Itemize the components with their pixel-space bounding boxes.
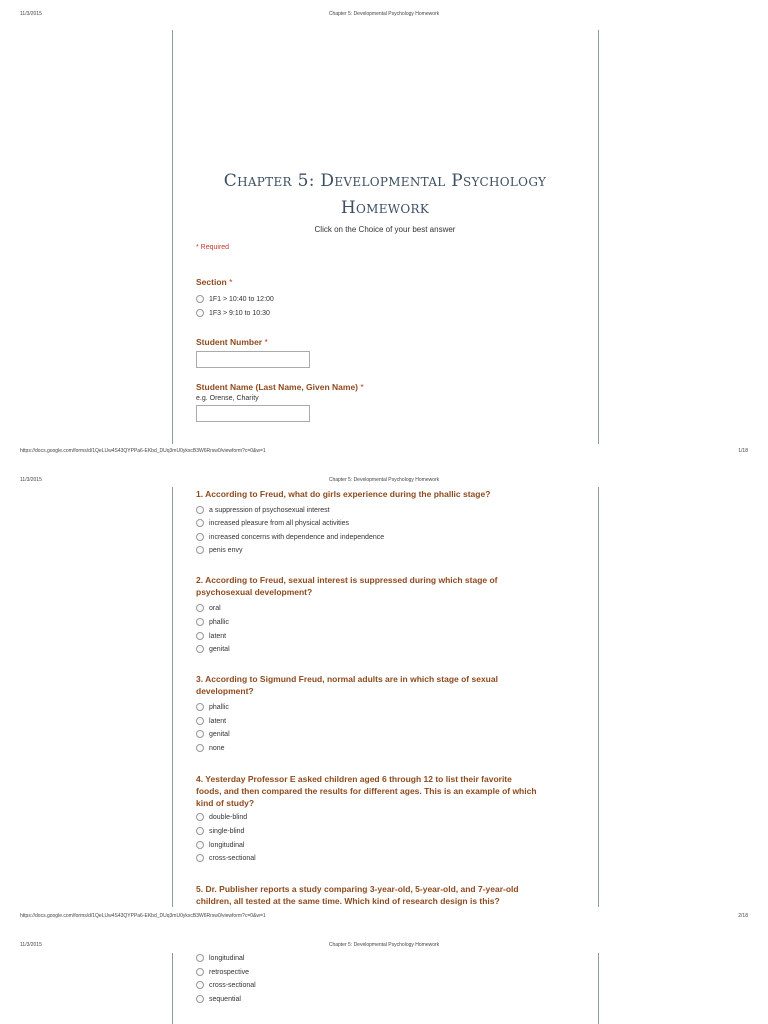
print-footer	[0, 448, 768, 458]
question-1-option[interactable]	[196, 504, 330, 516]
question-3-label	[196, 673, 586, 697]
option-label: 1F3 > 9:10 to 10:30	[209, 309, 270, 317]
radio-button[interactable]	[196, 632, 204, 640]
radio-button[interactable]	[196, 533, 204, 541]
question-2-option[interactable]	[196, 643, 230, 655]
option-label: phallic	[209, 703, 229, 711]
question-5-option[interactable]	[196, 979, 256, 991]
question-label-line: children, all tested at the same time. Which kind of research design is this?	[196, 896, 500, 906]
print-doc-title: Chapter 5: Developmental Psychology Homework	[328, 11, 440, 17]
radio-button[interactable]	[196, 618, 204, 626]
form-border-right	[598, 953, 599, 1024]
question-4-option[interactable]	[196, 811, 247, 823]
option-label: penis envy	[209, 546, 243, 554]
question-1-option[interactable]	[196, 517, 349, 529]
form-border-right	[598, 30, 599, 444]
form-border-left	[172, 487, 173, 907]
section-label	[196, 276, 586, 288]
print-footer	[0, 913, 768, 923]
radio-button[interactable]	[196, 645, 204, 653]
question-3-option[interactable]	[196, 742, 225, 754]
student-number-input[interactable]	[196, 351, 310, 368]
radio-button[interactable]	[196, 968, 204, 976]
form-title	[172, 168, 598, 222]
radio-button[interactable]	[196, 744, 204, 752]
question-label-line: development?	[196, 686, 254, 696]
form-title-line-1: Chapter 5: Developmental Psychology	[223, 171, 547, 191]
student-name-hint: e.g. Orense, Charity	[196, 395, 259, 402]
option-label: latent	[209, 717, 227, 725]
radio-button[interactable]	[196, 703, 204, 711]
print-date: 11/3/2015	[20, 942, 42, 948]
section-option-1f1[interactable]	[196, 293, 274, 305]
radio-button[interactable]	[196, 827, 204, 835]
print-doc-title: Chapter 5: Developmental Psychology Homework	[328, 942, 440, 948]
student-name-label	[196, 381, 586, 393]
print-doc-title: Chapter 5: Developmental Psychology Homework	[328, 477, 440, 483]
question-2-option[interactable]	[196, 616, 229, 628]
question-2-option[interactable]	[196, 602, 221, 614]
option-label: increased concerns with dependence and independence	[209, 533, 385, 541]
question-1-option[interactable]	[196, 544, 242, 556]
option-label: genital	[209, 645, 230, 653]
form-title-line-2: Homework	[340, 198, 430, 218]
question-3-option[interactable]	[196, 728, 230, 740]
question-2-label	[196, 574, 586, 598]
option-label: sequential	[209, 995, 241, 1003]
option-label: cross-sectional	[209, 854, 256, 862]
question-4-label	[196, 773, 586, 809]
question-5-option[interactable]	[196, 993, 241, 1005]
print-date: 11/3/2015	[20, 477, 42, 483]
student-name-label-text: Student Name (Last Name, Given Name)	[196, 382, 359, 392]
option-label: none	[209, 744, 225, 752]
required-star: *	[360, 382, 364, 392]
radio-button[interactable]	[196, 506, 204, 514]
radio-button[interactable]	[196, 981, 204, 989]
radio-button[interactable]	[196, 604, 204, 612]
print-header	[0, 11, 768, 23]
print-url: https://docs.google.com/forms/d/1QeLUw4S43QYPPa6-EKbd_DUq3mU0ykxcB3W6Rrsw0/viewform?c=0&w=1	[20, 448, 266, 454]
option-label: retrospective	[209, 968, 250, 976]
option-label: 1F1 > 10:40 to 12:00	[209, 295, 274, 303]
option-label: phallic	[209, 618, 229, 626]
question-5-option[interactable]	[196, 966, 249, 978]
form-border-left	[172, 30, 173, 444]
form-border-right	[598, 487, 599, 907]
question-label-line: foods, and then compared the results for different ages. This is an example of which	[196, 786, 537, 796]
question-4-option[interactable]	[196, 852, 256, 864]
radio-button[interactable]	[196, 730, 204, 738]
section-option-1f3[interactable]	[196, 307, 270, 319]
student-number-label	[196, 336, 586, 348]
radio-button[interactable]	[196, 813, 204, 821]
option-label: cross-sectional	[209, 981, 256, 989]
question-4-option[interactable]	[196, 825, 244, 837]
question-label-line: 5. Dr. Publisher reports a study comparing 3-year-old, 5-year-old, and 7-year-old	[196, 884, 519, 894]
radio-button[interactable]	[196, 519, 204, 527]
page-number: 2/18	[738, 913, 748, 919]
option-label: single-blind	[209, 827, 245, 835]
option-label: longitudinal	[209, 841, 245, 849]
option-label: a suppression of psychosexual interest	[209, 506, 330, 514]
option-label: genital	[209, 730, 230, 738]
question-label-line: 3. According to Sigmund Freud, normal adults are in which stage of sexual	[196, 674, 498, 684]
print-header	[0, 942, 768, 954]
print-url: https://docs.google.com/forms/d/1QeLUw4S43QYPPa6-EKbd_DUq3mU0ykxcB3W6Rrsw0/viewform?c=0&w=1	[20, 913, 266, 919]
question-2-option[interactable]	[196, 630, 226, 642]
option-label: latent	[209, 632, 227, 640]
question-3-option[interactable]	[196, 701, 229, 713]
option-label: longitudinal	[209, 954, 245, 962]
option-label: double-blind	[209, 813, 248, 821]
question-1-option[interactable]	[196, 531, 384, 543]
print-date: 11/3/2015	[20, 11, 42, 17]
form-border-left	[172, 953, 173, 1024]
radio-button[interactable]	[196, 995, 204, 1003]
question-4-option[interactable]	[196, 839, 244, 851]
radio-button[interactable]	[196, 546, 204, 554]
radio-button[interactable]	[196, 854, 204, 862]
required-note: * Required	[196, 244, 230, 251]
radio-button[interactable]	[196, 309, 204, 317]
required-star: *	[229, 277, 233, 287]
question-5-label	[196, 883, 586, 907]
required-star: *	[264, 337, 268, 347]
section-label-text: Section	[196, 277, 227, 287]
question-label-line: 4. Yesterday Professor E asked children aged 6 through 12 to list their favorite	[196, 774, 512, 784]
student-name-input[interactable]	[196, 405, 310, 422]
radio-button[interactable]	[196, 841, 204, 849]
question-3-option[interactable]	[196, 715, 226, 727]
option-label: oral	[209, 604, 221, 612]
radio-button[interactable]	[196, 295, 204, 303]
question-label-line: 2. According to Freud, sexual interest is suppressed during which stage of	[196, 575, 498, 585]
student-number-label-text: Student Number	[196, 337, 263, 347]
radio-button[interactable]	[196, 954, 204, 962]
page-number: 1/18	[738, 448, 748, 454]
question-5-option[interactable]	[196, 952, 244, 964]
form-description: Click on the Choice of your best answer	[314, 225, 456, 234]
radio-button[interactable]	[196, 717, 204, 725]
option-label: increased pleasure from all physical activities	[209, 519, 350, 527]
question-1-label: 1. According to Freud, what do girls experience during the phallic stage?	[196, 489, 491, 499]
question-label-line: psychosexual development?	[196, 587, 313, 597]
question-label-line: kind of study?	[196, 798, 255, 808]
